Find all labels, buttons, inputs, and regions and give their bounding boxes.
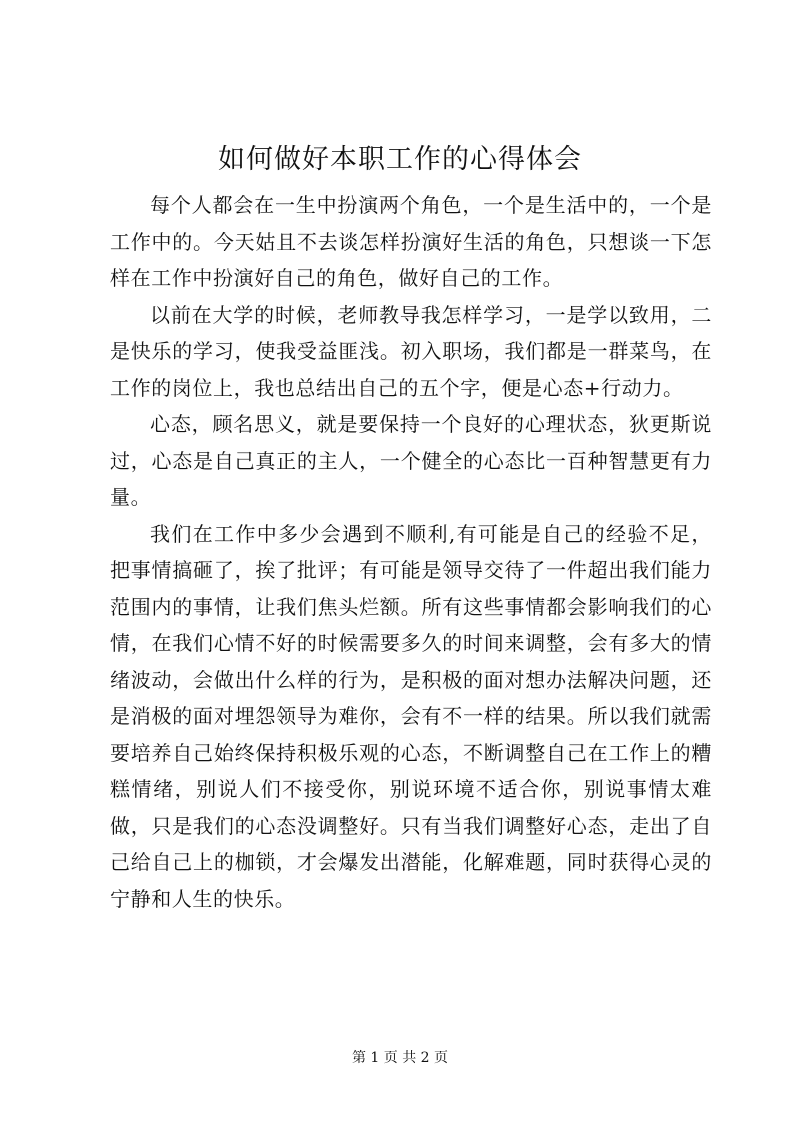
paragraph: 每个人都会在一生中扮演两个角色，一个是生活中的，一个是工作中的。今天姑且不去谈怎样扮演好生活的角色，只想谈一下怎样在工作中扮演好自己的角色，做好自己的工作。 [110, 193, 712, 290]
paragraph: 我们在工作中多少会遇到不顺利,有可能是自己的经验不足，把事情搞砸了，挨了批评；有可能是领导交待了一件超出我们能力范围内的事情，让我们焦头烂额。所有这些事情都会影响我们的心情，在我们心情不好的时候需要多久的时间来调整，会有多大的情绪波动，会做出什么样的行为，是积极的面对想办法解决问题，还是消极的面对埋怨领导为难你，会有不一样的结果。所以我们就需要培养自己始终保持积极乐观的心态，不断调整自己在工作上的糟糕情绪，别说人们不接受你，别说环境不适合你，别说事情太难做，只是我们的心态没调整好。只有当我们调整好心态，走出了自己给自己上的枷锁，才会爆发出潜能，化解难题，同时获得心灵的宁静和人生的快乐。 [110, 521, 712, 911]
page-footer [0, 1048, 800, 1068]
document-body [110, 187, 712, 917]
paragraph: 以前在大学的时候，老师教导我怎样学习，一是学以致用，二是快乐的学习，使我受益匪浅。初入职场，我们都是一群菜鸟，在工作的岗位上，我也总结出自己的五个字，便是心态+行动力。 [110, 302, 712, 400]
page-indicator: 第 1 页 共 2 页 [351, 1050, 449, 1066]
paragraph: 心态，顾名思义，就是要保持一个良好的心理状态，狄更斯说过，心态是自己真正的主人，一个健全的心态比一百种智慧更有力量。 [110, 412, 712, 509]
document-title: 如何做好本职工作的心得体会 [218, 144, 582, 175]
